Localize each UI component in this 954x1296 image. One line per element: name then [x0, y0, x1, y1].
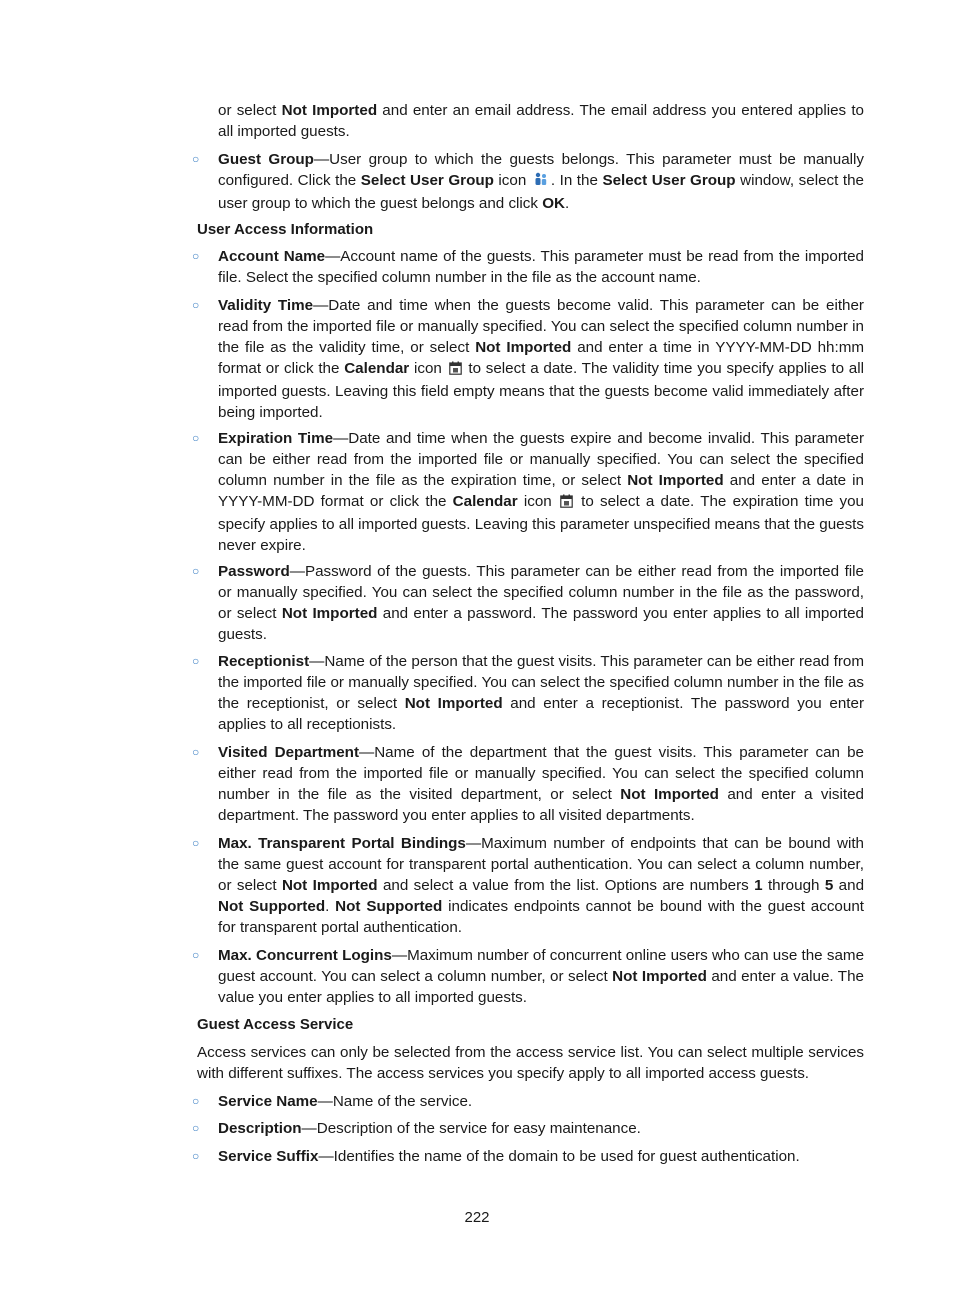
bold-term: 5 — [824, 877, 834, 894]
bold-term: Not Imported — [612, 968, 707, 985]
email-continuation-paragraph — [218, 100, 864, 142]
text-run: and enter a value. The value you enter applies to all imported guests. — [218, 968, 864, 1006]
bold-term: Calendar — [452, 493, 518, 510]
bullet-icon: ○ — [192, 249, 200, 263]
bold-term: Select User Group — [360, 172, 494, 189]
text-run: and — [833, 877, 865, 894]
guest-group-item — [218, 149, 864, 214]
bullet-icon: ○ — [192, 431, 200, 445]
text-run: icon — [517, 493, 558, 510]
bullet-icon: ○ — [192, 1149, 200, 1163]
bold-term: Not Imported — [281, 605, 378, 622]
bold-term: Account Name — [218, 248, 326, 265]
text-run: icon — [493, 172, 531, 189]
bold-term: Receptionist — [218, 653, 310, 670]
bold-term: Not Imported — [404, 695, 503, 712]
bullet-icon: ○ — [192, 152, 200, 166]
bold-term: Guest Group — [218, 151, 314, 168]
text-run: . — [564, 195, 570, 212]
text-run: . — [325, 898, 336, 915]
service-suffix-item — [218, 1146, 864, 1167]
text-run: and enter a date in YYYY-MM-DD format or click the — [218, 472, 865, 510]
text-run: —Name of the service. — [317, 1093, 473, 1110]
text-run: to select a date. The expiration time you specify applies to all imported guests. Leaving this parameter unspecified means that the guests never expire. — [218, 493, 864, 554]
bullet-icon: ○ — [192, 654, 200, 668]
page-number: 222 — [464, 1209, 490, 1226]
expiration-time-item — [218, 428, 864, 556]
bold-term: Visited Department — [218, 744, 360, 761]
guest-access-paragraph: Access services can only be selected from the access service list. You can select multiple services with different suffixes. The access services you specify apply to all imported access guests. — [197, 1044, 864, 1082]
bold-term: Select User Group — [602, 172, 736, 189]
text-run: —Name of the department that the guest visits. This parameter can be either read from the imported file or manually specified. You can select the specified column number in the file as the visited department, or select — [218, 744, 864, 803]
text-run: or select — [218, 102, 282, 119]
text-run: indicates endpoints cannot be bound with the guest account for transparent portal authentication. — [218, 898, 864, 936]
bold-term: Calendar — [344, 360, 410, 377]
description-item — [218, 1118, 864, 1139]
text-run: and enter a receptionist. The password you enter applies to all receptionists. — [218, 695, 865, 733]
guest-access-heading: Guest Access Service — [197, 1016, 354, 1033]
bold-term: 1 — [754, 877, 763, 894]
text-run: and enter a visited department. The password you enter applies to all visited departments. — [218, 786, 864, 824]
bold-term: Not Imported — [627, 472, 724, 489]
text-run: —Password of the guests. This parameter can be either read from the imported file or manually specified. You can select the specified column number in the file as the password, or select — [218, 563, 864, 622]
bold-term: Not Imported — [620, 786, 719, 803]
bold-term: OK — [542, 195, 565, 212]
text-run: —Account name of the guests. This parameter must be read from the imported file. Select the specified column number in the file as the account name. — [218, 248, 864, 286]
text-run: window, select the user group to which the guest belongs and click — [218, 172, 864, 212]
text-run: —Maximum number of endpoints that can be bound with the same guest account for transparent portal authentication. You can select a column number, or select — [218, 835, 864, 894]
text-run: —Date and time when the guests expire and become invalid. This parameter can be either read from the imported file or manually specified. You can select the specified column number in the file as the expiration time, or select — [218, 430, 865, 489]
bold-term: Not Imported — [281, 102, 378, 119]
text-run: —Maximum number of concurrent online users who can use the same guest account. You can select a column number, or select — [218, 947, 865, 985]
text-run: —Description of the service for easy maintenance. — [301, 1120, 641, 1137]
bold-term: Not Supported — [218, 898, 326, 915]
text-run: through — [762, 877, 825, 894]
visited-department-item — [218, 742, 864, 826]
bold-term: Description — [218, 1120, 302, 1137]
text-run: —Identifies the name of the domain to be used for guest authentication. — [318, 1148, 800, 1165]
text-run: and enter a time in YYYY-MM-DD hh:mm format or click the — [218, 339, 864, 377]
user-access-heading: User Access Information — [197, 221, 374, 238]
bullet-icon: ○ — [192, 948, 200, 962]
account-name-item — [218, 246, 864, 288]
bold-term: Service Name — [218, 1093, 318, 1110]
receptionist-item — [218, 651, 864, 735]
bullet-icon: ○ — [192, 564, 200, 578]
text-run: —Name of the person that the guest visits. This parameter can be either read from the imported file or manually specified. You can select the specified column number in the file as the receptionist, or select — [218, 653, 864, 712]
bold-term: Max. Concurrent Logins — [218, 947, 392, 964]
service-name-item — [218, 1091, 864, 1112]
max-concurrent-logins-item — [218, 945, 864, 1008]
user-group-icon — [533, 171, 549, 193]
text-run: —Date and time when the guests become valid. This parameter can be either read from the imported file or manually specified. You can select the specified column number in the file as the validity time, or select — [218, 297, 864, 356]
text-run: . In the — [550, 172, 603, 189]
password-item — [218, 561, 864, 645]
text-run: and enter a password. The password you enter applies to all imported guests. — [218, 605, 864, 643]
bold-term: Expiration Time — [218, 430, 334, 447]
text-run: icon — [409, 360, 447, 377]
text-run: to select a date. The validity time you specify applies to all imported guests. Leaving this field empty means that the guests become valid immediately after being imported. — [218, 360, 864, 421]
calendar-icon — [449, 360, 462, 381]
bold-term: Not Imported — [475, 339, 572, 356]
text-run: and select a value from the list. Options are numbers — [377, 877, 755, 894]
bullet-icon: ○ — [192, 1121, 200, 1135]
text-run: and enter an email address. The email address you entered applies to all imported guests. — [218, 102, 864, 140]
bullet-icon: ○ — [192, 1094, 200, 1108]
bullet-icon: ○ — [192, 836, 200, 850]
bold-term: Max. Transparent Portal Bindings — [218, 835, 466, 852]
bullet-icon: ○ — [192, 745, 200, 759]
bold-term: Not Supported — [335, 898, 443, 915]
bold-term: Password — [218, 563, 290, 580]
bullet-icon: ○ — [192, 298, 200, 312]
calendar-icon — [560, 493, 573, 514]
bold-term: Service Suffix — [218, 1148, 319, 1165]
text-run: —User group to which the guests belongs. This parameter must be manually configured. Click the — [218, 151, 864, 189]
max-portal-bindings-item — [218, 833, 864, 938]
bold-term: Not Imported — [281, 877, 378, 894]
bold-term: Validity Time — [218, 297, 314, 314]
validity-time-item — [218, 295, 864, 423]
